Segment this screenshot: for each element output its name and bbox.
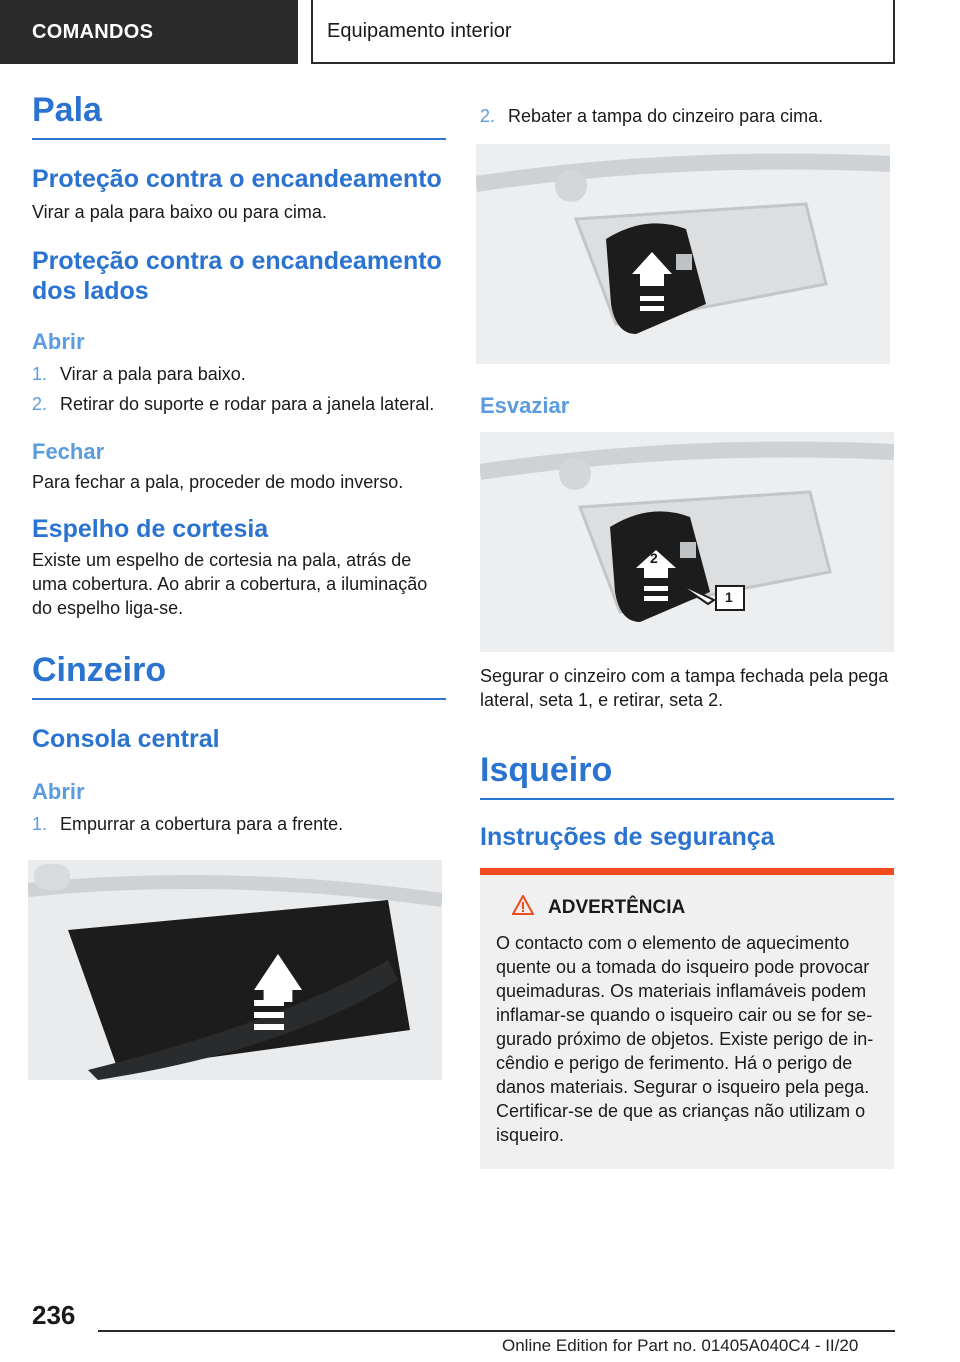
warning-label: ADVERTÊNCIA <box>548 897 686 918</box>
callout-2: 2 <box>650 550 658 566</box>
step-number: 1. <box>32 364 48 384</box>
warning-triangle-icon <box>512 895 534 921</box>
mirror-text: Existe um espelho de cortesia na pala, atrás de uma cobertura. Ao abrir a cobertura, a iluminação do espelho liga-se. <box>32 550 428 618</box>
step-number: 2. <box>32 394 48 414</box>
chapter-label: Equipamento interior <box>327 19 512 42</box>
list-item <box>32 812 446 836</box>
footer-divider <box>98 1330 895 1332</box>
glare-text: Virar a pala para baixo ou para cima. <box>32 202 327 222</box>
right-column <box>480 90 894 1169</box>
ashtray-lid-illustration <box>476 144 890 364</box>
page-number: 236 <box>32 1300 76 1330</box>
step-text: Retirar do suporte e rodar para a janela lateral. <box>60 394 435 414</box>
lighter-title: Isqueiro <box>480 750 894 800</box>
empty-title: Esvaziar <box>480 393 570 418</box>
glare-title: Proteção contra o encandeamento <box>32 165 442 193</box>
section-tab <box>0 0 298 64</box>
side-glare-title: Proteção contra o encandeamento dos lados <box>32 247 442 305</box>
close-title: Fechar <box>32 439 105 464</box>
step-text: Rebater a tampa do cinzeiro para cima. <box>508 106 824 126</box>
step-text: Empurrar a cobertura para a frente. <box>60 814 344 834</box>
step-text: Virar a pala para baixo. <box>60 364 246 384</box>
list-item <box>32 362 446 386</box>
chapter-header <box>311 0 895 64</box>
left-column <box>32 90 446 1080</box>
pala-title: Pala <box>32 90 446 140</box>
ashtray-lid-drawing <box>476 144 890 364</box>
ashtray-remove-illustration <box>480 432 894 652</box>
step-number: 1. <box>32 814 48 834</box>
section-label: COMANDOS <box>32 20 154 43</box>
console-title: Consola central <box>32 725 220 753</box>
console-open-title: Abrir <box>32 779 85 804</box>
console-cover-illustration <box>28 860 442 1080</box>
safety-title: Instruções de segurança <box>480 823 775 851</box>
mirror-title: Espelho de cortesia <box>32 515 269 543</box>
callout-1: 1 <box>725 589 733 605</box>
step-number: 2. <box>480 106 496 126</box>
empty-text: Segurar o cinzeiro com a tampa fechada pela pega lateral, seta 1, e retirar, seta 2. <box>480 666 889 710</box>
ashtray-remove-drawing <box>480 432 894 652</box>
edition-text: Online Edition for Part no. 01405A040C4 - II/20 <box>502 1336 859 1355</box>
close-text: Para fechar a pala, proceder de modo inverso. <box>32 472 404 492</box>
ashtray-title: Cinzeiro <box>32 650 446 700</box>
open-title: Abrir <box>32 329 85 354</box>
list-item <box>32 392 446 416</box>
list-item <box>480 104 894 128</box>
warning-text: O contacto com o elemento de aquecimento quente ou a tomada do isqueiro pode provocar queimaduras. Os materiais inflamáveis podem inflamar-se quando o isqueiro cair ou se for se-gurado próximo de objetos. Existe perigo de in-cêndio e perigo de ferimento. Há o perigo de danos materiais. Segurar o isqueiro pela pega. Certificar-se de que as crianças não utilizam o isqueiro. <box>496 933 874 1145</box>
warning-header <box>512 895 878 921</box>
warning-box <box>480 875 894 1169</box>
warning-bar <box>480 868 894 875</box>
console-cover-drawing <box>28 860 442 1080</box>
